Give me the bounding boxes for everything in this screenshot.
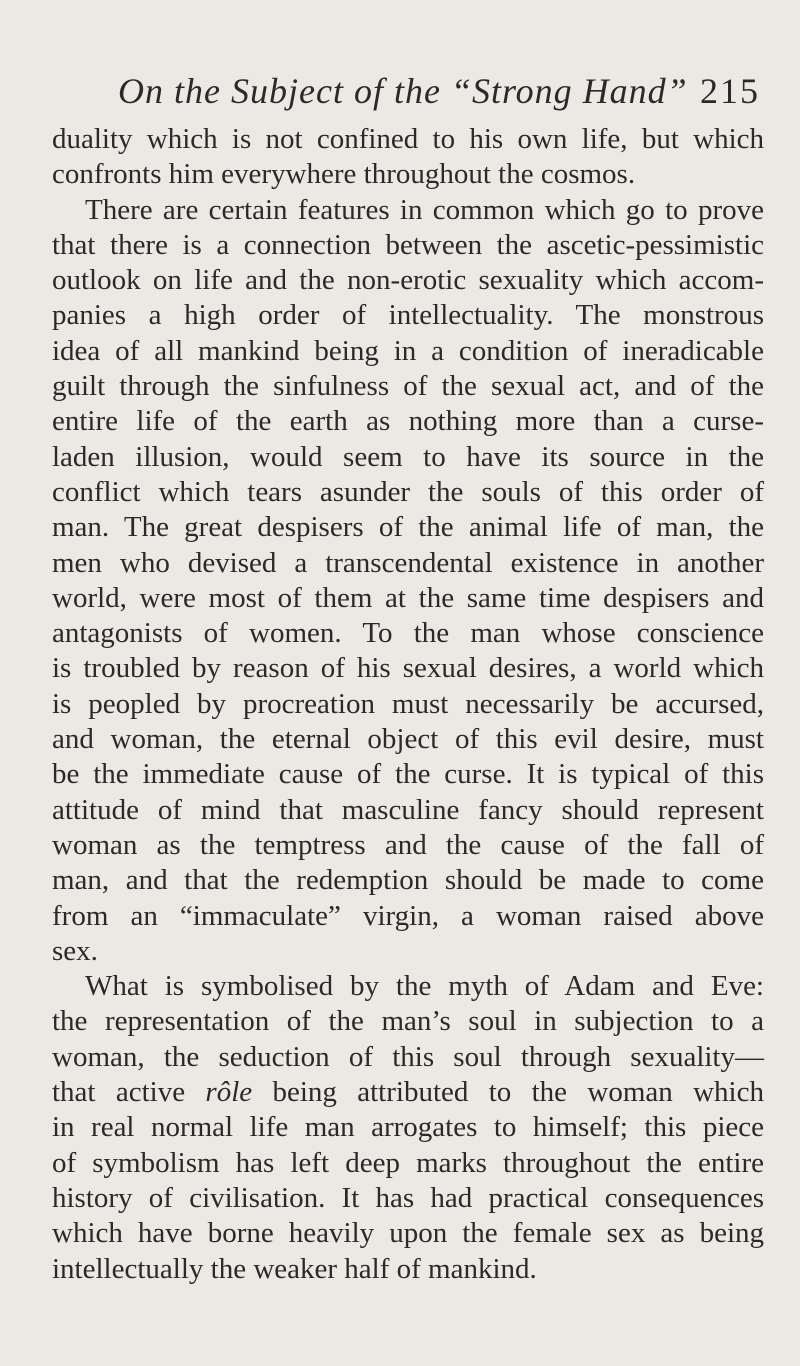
text-line: panies a high order of intellectuality. The monstrous (52, 299, 764, 332)
text-line: is troubled by reason of his sexual desires, a world which (52, 652, 764, 685)
text-line: sex. (52, 934, 98, 967)
text-line: outlook on life and the non-erotic sexuality which accom- (52, 264, 764, 297)
text-line: What is symbolised by the myth of Adam and Eve: (85, 970, 764, 1003)
text-line: duality which is not confined to his own life, but which (52, 123, 764, 155)
text-line: woman as the temptress and the cause of the fall of (52, 828, 764, 861)
text-line: from an “immaculate” virgin, a woman raised above (52, 899, 764, 932)
italic-word: rôle (205, 1076, 253, 1109)
text-line: guilt through the sinfulness of the sexual act, and of the (52, 370, 764, 403)
text-line: conflict which tears asunder the souls of this order of (52, 475, 764, 508)
text-line: entire life of the earth as nothing more than a curse- (52, 405, 764, 438)
running-head (0, 66, 800, 116)
running-head-title: On the Subject of the “Strong Hand” (118, 71, 688, 111)
text-line: of symbolism has left deep marks throughout the entire (52, 1146, 764, 1179)
text-line: men who devised a transcendental existence in another (52, 546, 764, 579)
text-line: the representation of the man’s soul in subjection to a (52, 1005, 764, 1038)
text-line: and woman, the eternal object of this evil desire, must (52, 723, 764, 756)
text-line: intellectually the weaker half of mankind. (52, 1252, 537, 1285)
text-line: that active rôle being attributed to the woman which (52, 1076, 764, 1109)
text-line: laden illusion, would seem to have its source in the (52, 440, 764, 473)
text-line: which have borne heavily upon the female sex as being (52, 1217, 764, 1250)
text-line: that there is a connection between the ascetic-pessimistic (52, 228, 764, 261)
text-line: idea of all mankind being in a condition of ineradicable (52, 334, 764, 367)
text-line: is peopled by procreation must necessarily be accursed, (52, 687, 764, 720)
text-line: woman, the seduction of this soul through sexuality— (52, 1040, 764, 1073)
page-number: 215 (700, 71, 760, 111)
text-line: confronts him everywhere throughout the cosmos. (52, 158, 636, 191)
text-line: There are certain features in common which go to prove (85, 193, 764, 226)
text-line: world, were most of them at the same time despisers and (52, 581, 764, 614)
paragraph (52, 969, 764, 1287)
paragraph (52, 193, 764, 970)
text-line: man, and that the redemption should be made to come (52, 864, 764, 897)
text-line: man. The great despisers of the animal life of man, the (52, 511, 764, 544)
body-text (52, 122, 764, 1287)
text-line: in real normal life man arrogates to himself; this piece (52, 1111, 764, 1144)
paragraph (52, 122, 764, 193)
text-line: antagonists of women. To the man whose conscience (52, 617, 764, 650)
text-line: be the immediate cause of the curse. It is typical of this (52, 758, 764, 791)
text-line: attitude of mind that masculine fancy should represent (52, 793, 764, 826)
text-line: history of civilisation. It has had practical consequences (52, 1181, 764, 1214)
